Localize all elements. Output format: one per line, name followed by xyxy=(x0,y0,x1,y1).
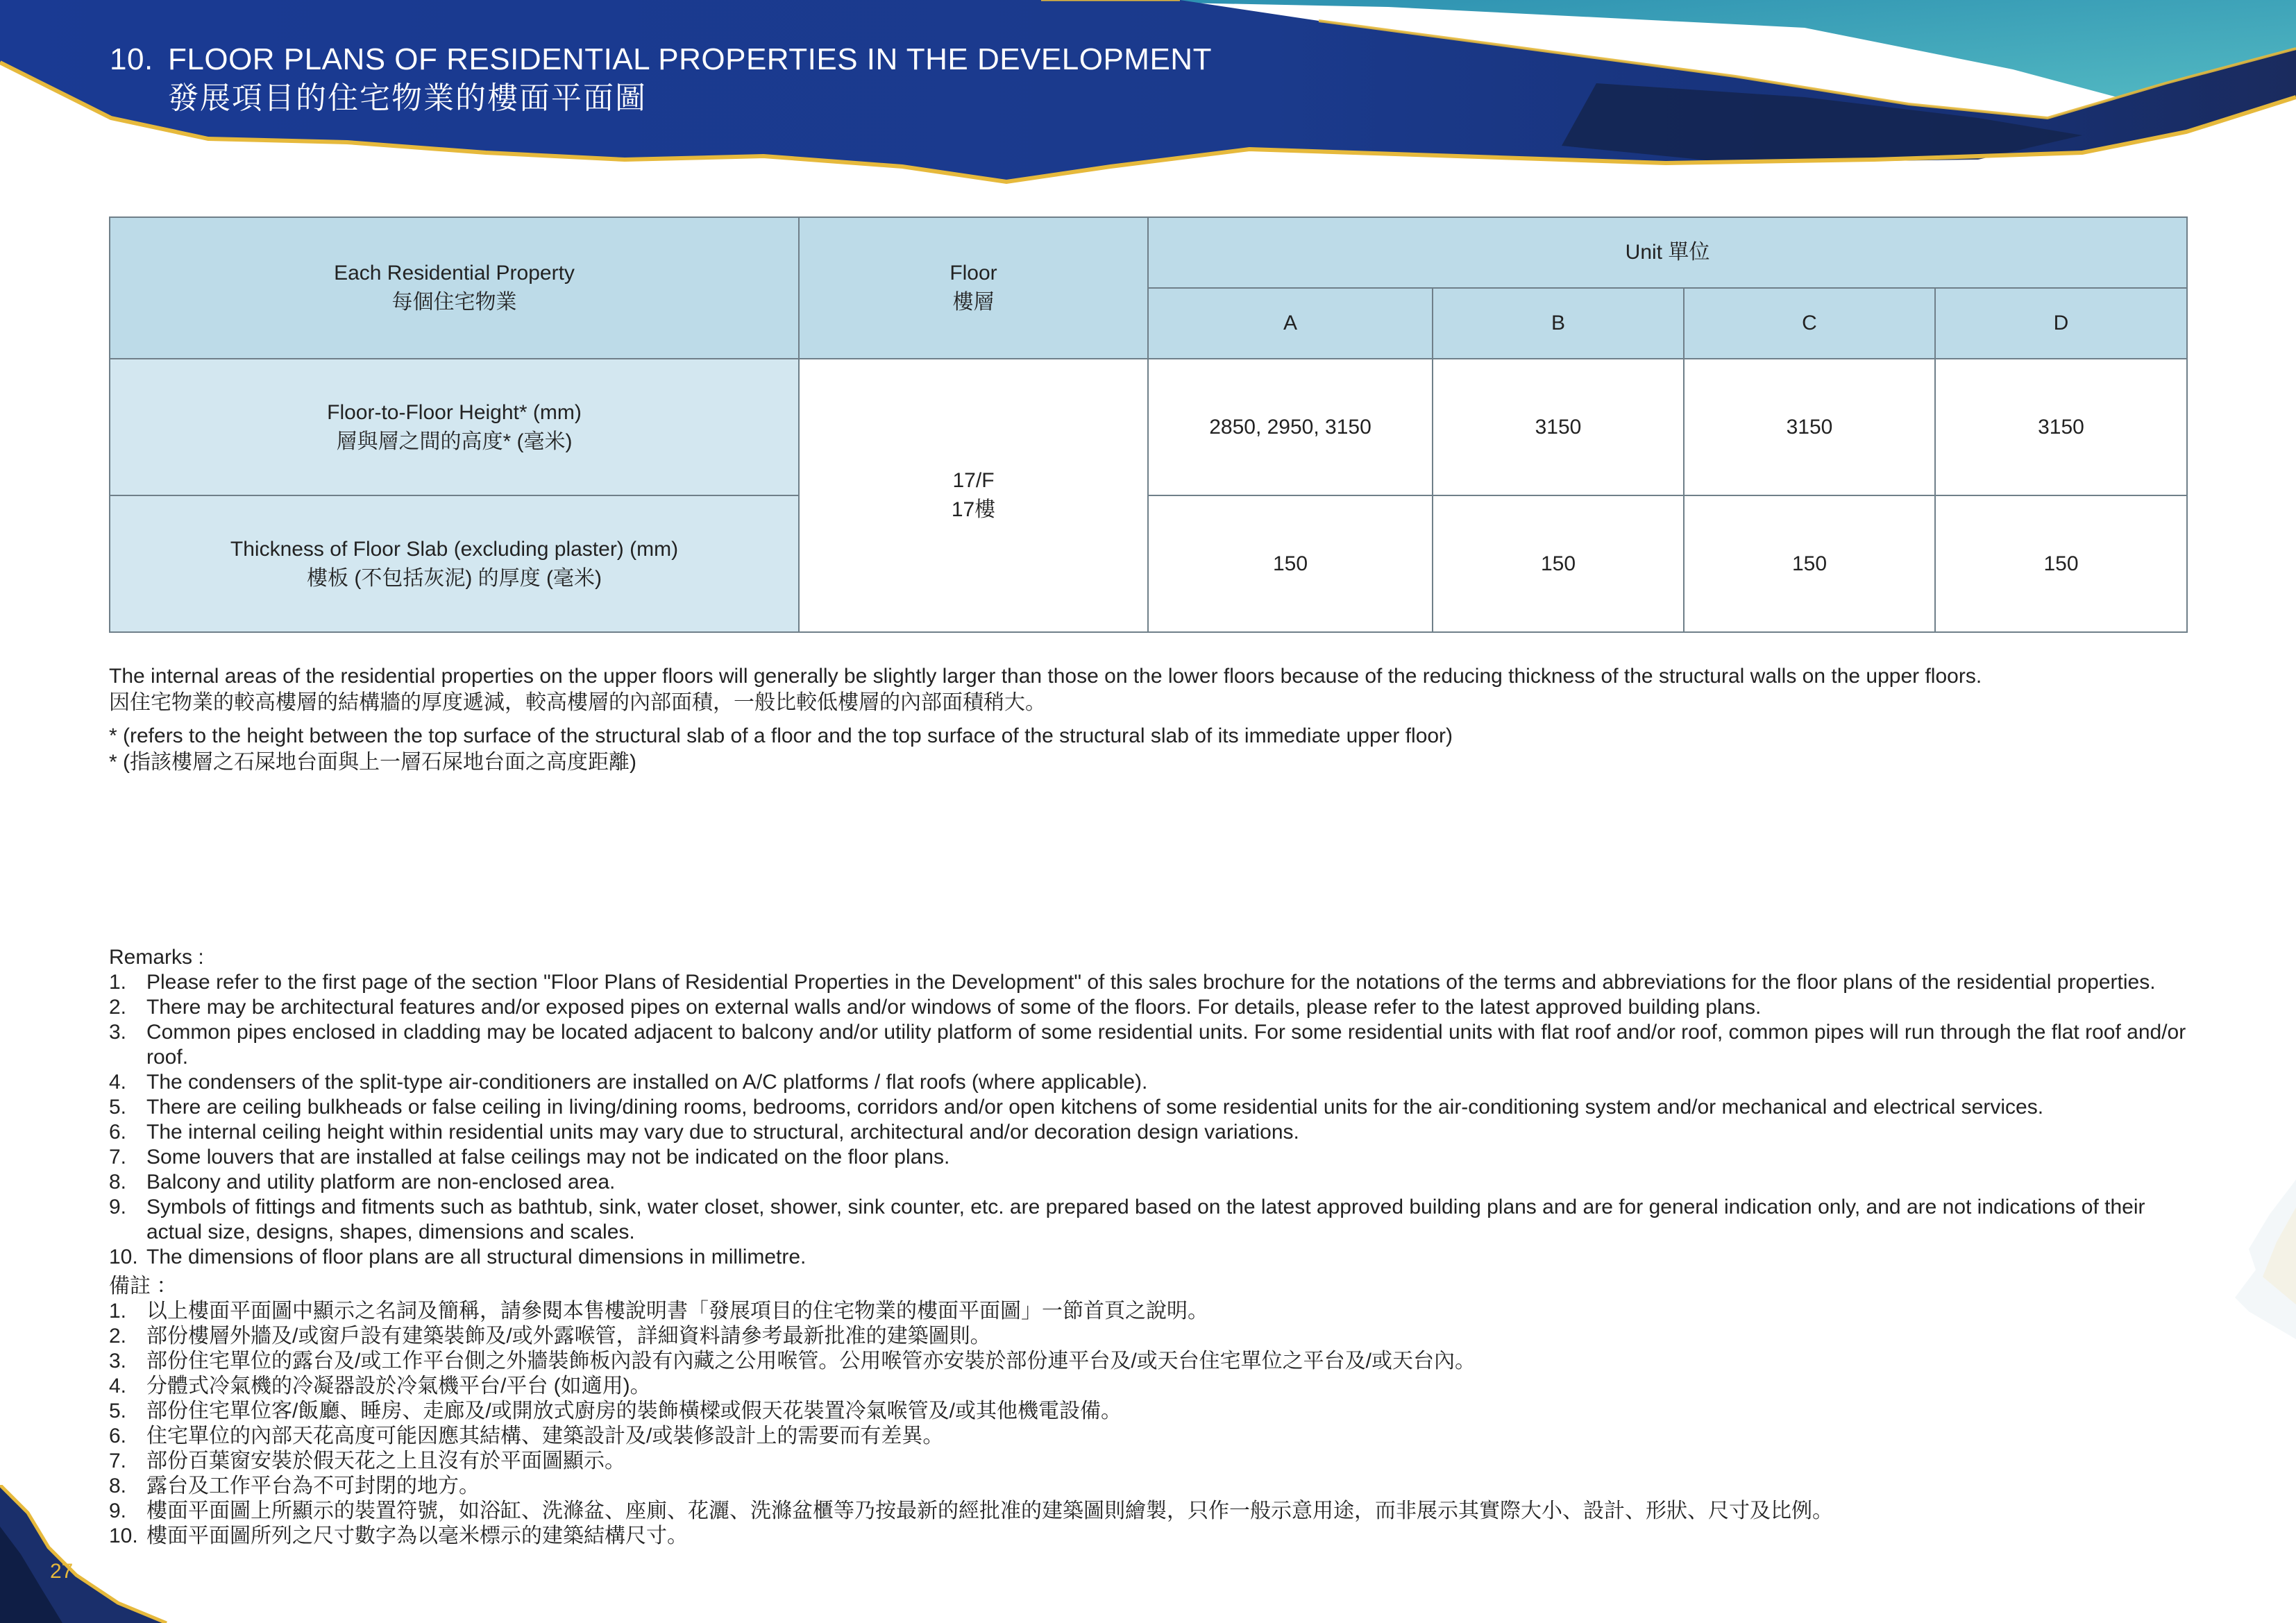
floor-value-zh: 17樓 xyxy=(951,498,996,521)
note-internal-zh: 因住宅物業的較高樓層的結構牆的厚度遞減，較高樓層的內部面積，一般比較低樓層的內部面積稍大。 xyxy=(109,691,1046,714)
decorative-wave-right xyxy=(2207,1166,2296,1346)
list-item: 4. The condensers of the split-type air-conditioners are installed on A/C platforms / flat roofs (where applicable). xyxy=(109,1071,1148,1094)
row-label-thickness-zh: 樓板 (不包括灰泥) 的厚度 (毫米) xyxy=(307,566,602,590)
section-title-zh: 發展項目的住宅物業的樓面平面圖 xyxy=(168,81,647,115)
list-item: 9. Symbols of fittings and fitments such as bathtub, sink, water closet, shower, sink counter, etc. are prepared based on the latest approved building plans and are for general indication only, and are not indications of their actual size, designs, shapes, dimensions and scales. xyxy=(109,1196,2145,1243)
list-item: 2. 部份樓層外牆及/或窗戶設有建築裝飾及/或外露喉管，詳細資料請參考最新批准的建築圖則。 xyxy=(109,1325,991,1348)
page-number: 27 xyxy=(50,1560,74,1583)
floor-spec-table xyxy=(109,216,2188,633)
floor-value-en: 17/F xyxy=(952,469,995,492)
section-title-en-text: FLOOR PLANS OF RESIDENTIAL PROPERTIES IN THE DEVELOPMENT xyxy=(168,42,1212,76)
decorative-corner-bottom-left xyxy=(0,1485,208,1623)
list-item: 4. 分體式冷氣機的冷凝器設於冷氣機平台/平台 (如適用)。 xyxy=(109,1375,651,1397)
row-label-thickness xyxy=(110,495,799,632)
list-item: 7. 部份百葉窗安裝於假天花之上且沒有於平面圖顯示。 xyxy=(109,1450,625,1472)
note-internal-en: The internal areas of the residential properties on the upper floors will generally be slightly larger than those on the lower floors because of the reducing thickness of the structural walls on the upper floors. xyxy=(109,665,1982,688)
list-item: 8. 露台及工作平台為不可封閉的地方。 xyxy=(109,1475,480,1497)
list-item: 5. 部份住宅單位客/飯廳、睡房、走廊及/或開放式廚房的裝飾橫樑或假天花裝置冷氣喉管及/或其他機電設備。 xyxy=(109,1400,1122,1422)
table-cell: 150 xyxy=(1433,495,1684,632)
note-asterisk-zh: * (指該樓層之石屎地台面與上一層石屎地台面之高度距離) xyxy=(109,751,636,774)
row-label-thickness-en: Thickness of Floor Slab (excluding plaster) (mm) xyxy=(230,537,679,561)
remarks-list-zh xyxy=(109,1299,2191,1549)
header-unit: Unit 單位 xyxy=(1148,217,2187,288)
note-asterisk-en: * (refers to the height between the top surface of the structural slab of a floor and the top surface of the structural slab of its immediate upper floor) xyxy=(109,724,1453,747)
table-notes xyxy=(109,663,2191,776)
row-label-height xyxy=(110,359,799,495)
list-item: 7. Some louvers that are installed at false ceilings may not be indicated on the floor plans. xyxy=(109,1146,950,1169)
list-item: 2. There may be architectural features and/or exposed pipes on external walls and/or windows of some of the floors. For details, please refer to the latest approved building plans. xyxy=(109,996,1762,1019)
table-cell: 3150 xyxy=(1935,359,2187,495)
table-row xyxy=(110,359,2187,495)
row-label-height-zh: 層與層之間的高度* (毫米) xyxy=(336,430,573,453)
header-floor xyxy=(799,217,1148,359)
list-item: 1. Please refer to the first page of the section "Floor Plans of Residential Properties in the Development" of this sales brochure for the notations of the terms and abbreviations for the floor plans of the residential properties. xyxy=(109,971,2156,994)
section-number: 10. xyxy=(110,42,153,76)
remarks-section xyxy=(109,945,2191,1549)
section-title-en xyxy=(110,40,1212,79)
table-cell: 2850, 2950, 3150 xyxy=(1148,359,1433,495)
header-floor-zh: 樓層 xyxy=(952,291,995,314)
header-property xyxy=(110,217,799,359)
header-unit-c: C xyxy=(1684,288,1935,359)
header-property-zh: 每個住宅物業 xyxy=(391,291,517,314)
header-unit-b: B xyxy=(1433,288,1684,359)
remarks-title-en: Remarks : xyxy=(109,946,204,969)
table-cell: 3150 xyxy=(1433,359,1684,495)
list-item: 3. 部份住宅單位的露台及/或工作平台側之外牆裝飾板內設有內藏之公用喉管。公用喉管亦安裝於部份連平台及/或天台住宅單位之平台及/或天台內。 xyxy=(109,1350,1476,1373)
list-item: 8. Balcony and utility platform are non-enclosed area. xyxy=(109,1171,616,1193)
list-item: 6. 住宅單位的內部天花高度可能因應其結構、建築設計及/或裝修設計上的需要而有差異。 xyxy=(109,1425,944,1447)
remarks-list-en xyxy=(109,970,2191,1270)
list-item: 1. 以上樓面平面圖中顯示之名詞及簡稱，請參閱本售樓說明書「發展項目的住宅物業的樓面平面圖」一節首頁之說明。 xyxy=(109,1300,1208,1323)
table-cell: 150 xyxy=(1935,495,2187,632)
table-cell: 150 xyxy=(1148,495,1433,632)
list-item: 9. 樓面平面圖上所顯示的裝置符號，如浴缸、洗滌盆、座廁、花灑、洗滌盆櫃等乃按最新的經批准的建築圖則繪製，只作一般示意用途，而非展示其實際大小、設計、形狀、尺寸及比例。 xyxy=(109,1499,1833,1522)
header-property-en: Each Residential Property xyxy=(334,262,575,284)
header-unit-a: A xyxy=(1148,288,1433,359)
table-cell: 3150 xyxy=(1684,359,1935,495)
remarks-title-zh: 備註 ： xyxy=(109,1275,178,1298)
header-unit-d: D xyxy=(1935,288,2187,359)
table-row xyxy=(110,495,2187,632)
table-cell: 150 xyxy=(1684,495,1935,632)
list-item: 5. There are ceiling bulkheads or false ceiling in living/dining rooms, bedrooms, corridors and/or open kitchens of some residential units for the air-conditioning system and/or mechanical and electrical services. xyxy=(109,1096,2044,1119)
floor-value-cell xyxy=(799,359,1148,632)
list-item: 6. The internal ceiling height within residential units may vary due to structural, architectural and/or decoration design variations. xyxy=(109,1121,1299,1144)
row-label-height-en: Floor-to-Floor Height* (mm) xyxy=(327,400,582,424)
list-item: 10. The dimensions of floor plans are all structural dimensions in millimetre. xyxy=(109,1246,807,1268)
list-item: 3. Common pipes enclosed in cladding may be located adjacent to balcony and/or utility platform of some residential units. For some residential units with flat roof and/or roof, common pipes will run through the flat roof and/or roof. xyxy=(109,1021,2186,1069)
header-floor-en: Floor xyxy=(949,262,997,284)
list-item: 10. 樓面平面圖所列之尺寸數字為以毫米標示的建築結構尺寸。 xyxy=(109,1524,688,1547)
section-header xyxy=(110,40,1212,118)
